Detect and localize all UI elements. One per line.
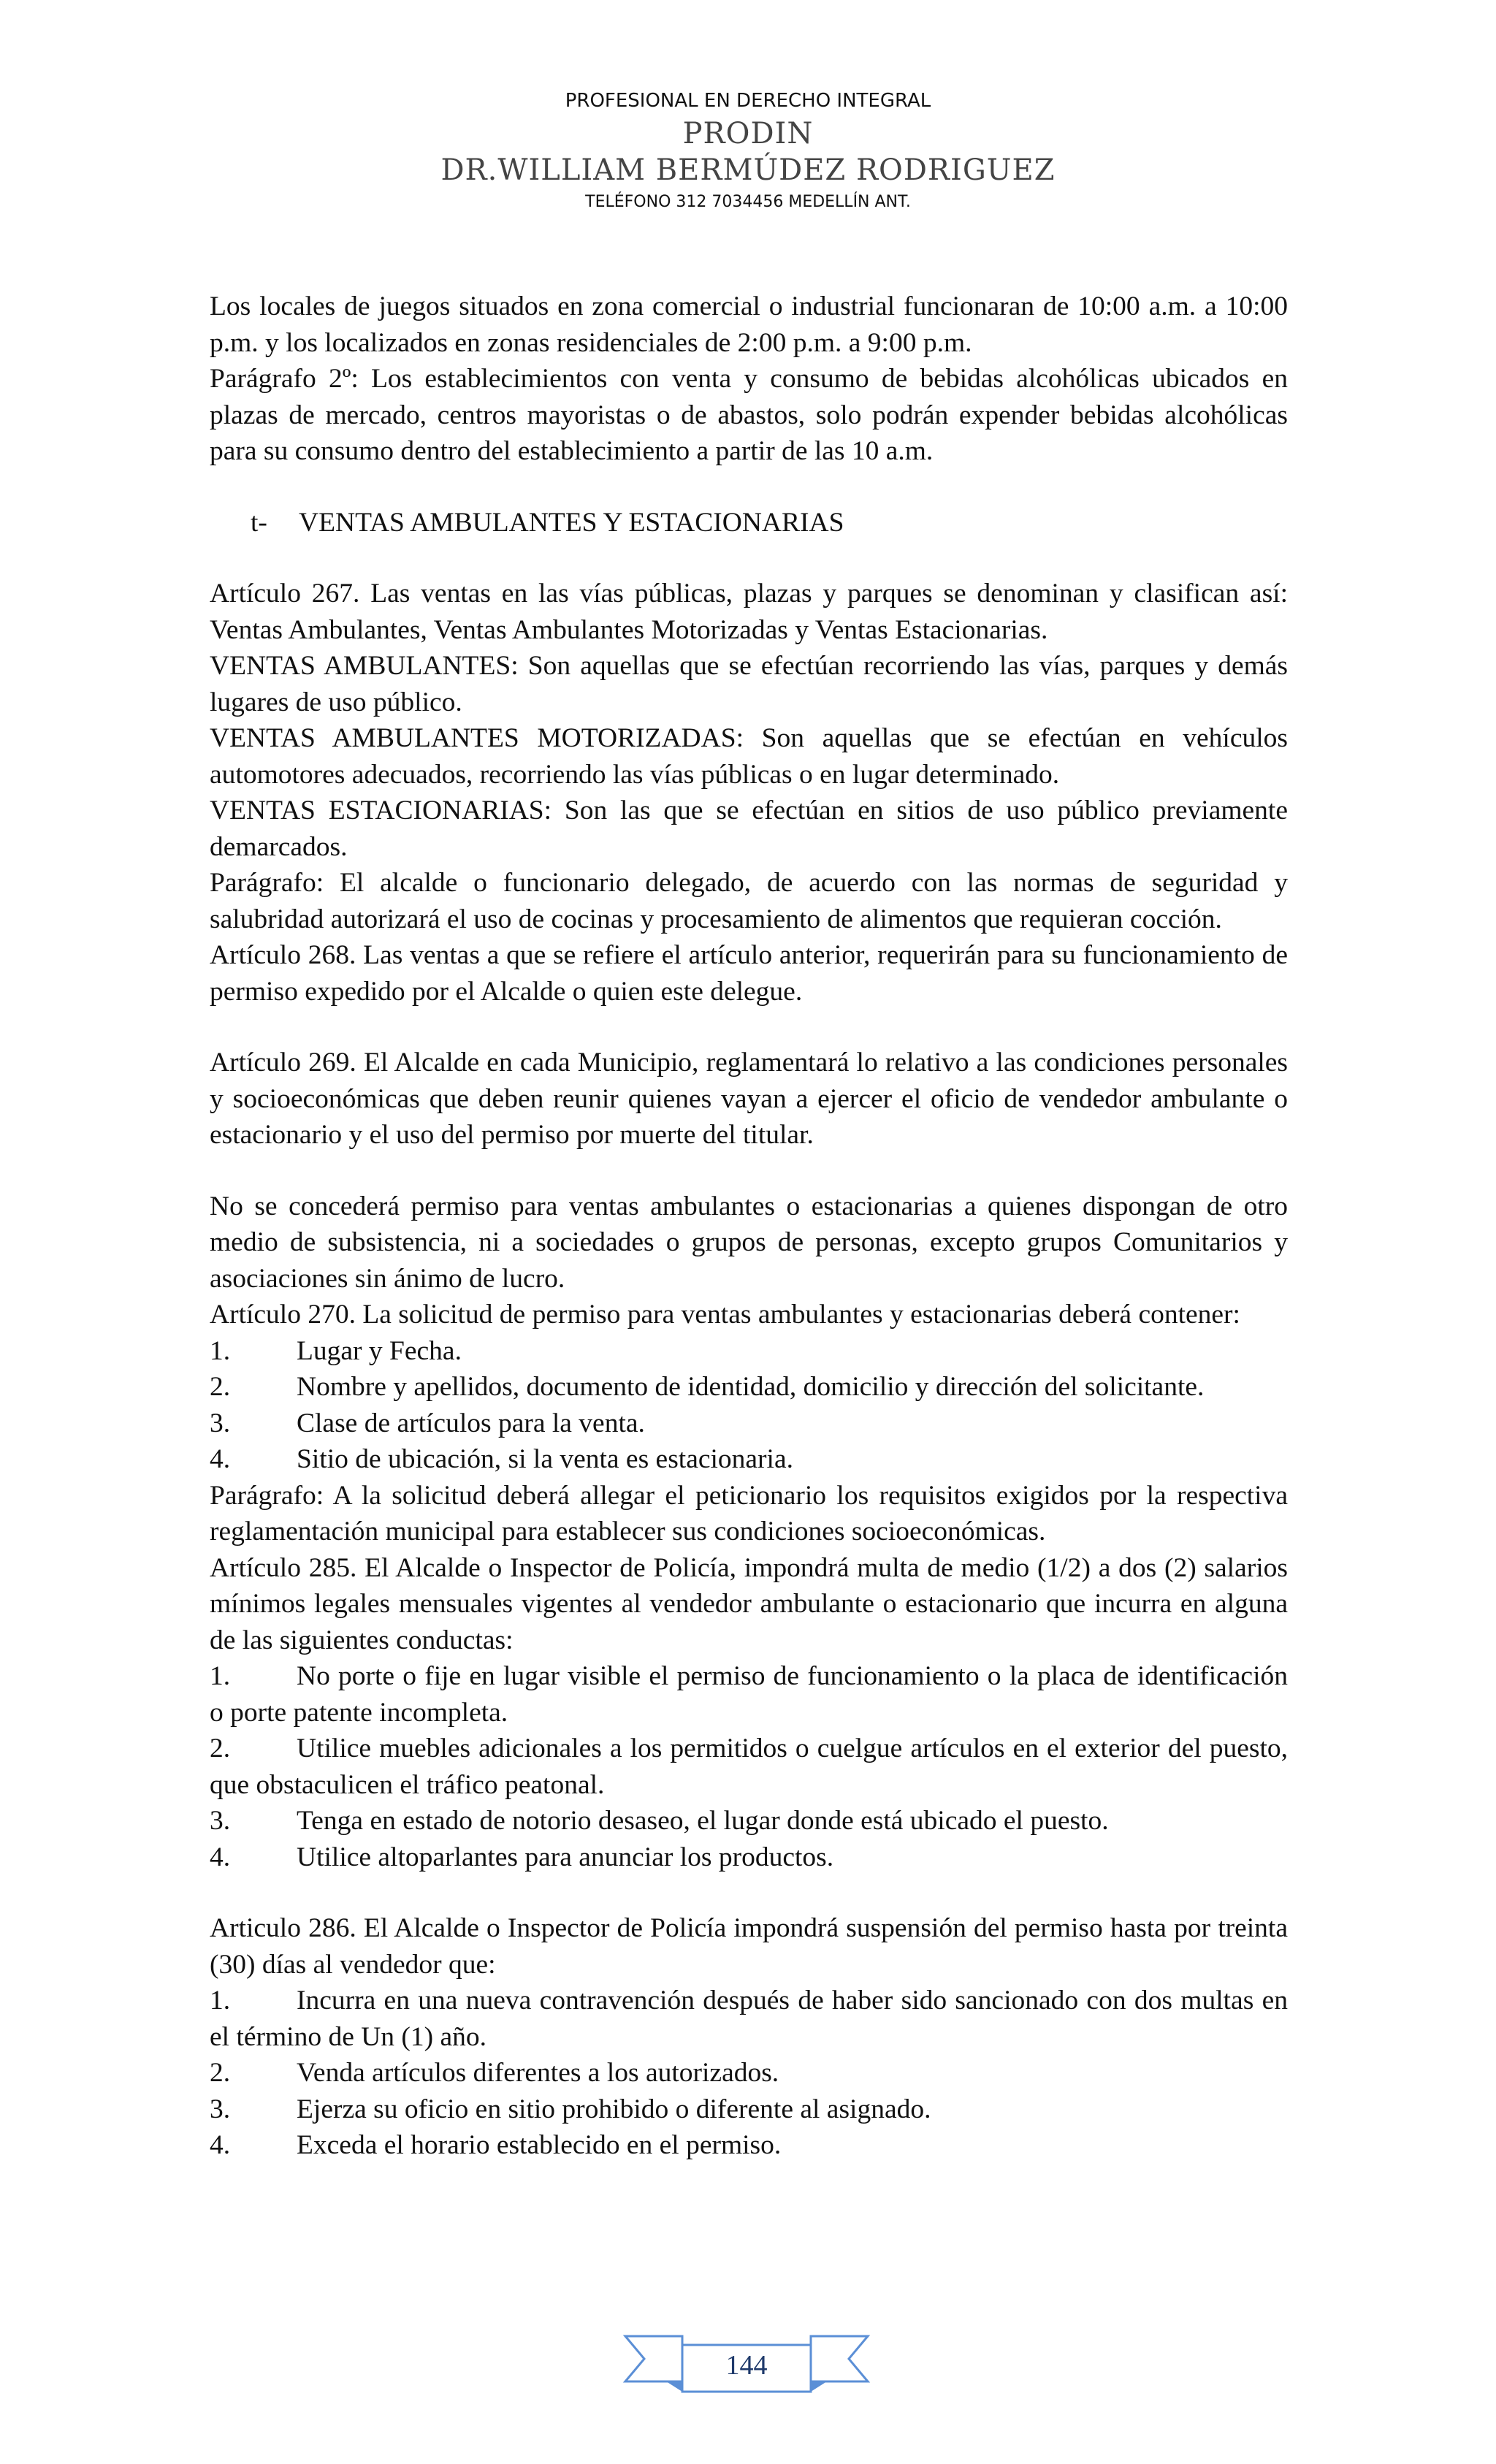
document-body	[210, 289, 1288, 2164]
section-heading	[210, 505, 1288, 541]
paragraph: Artículo 285. El Alcalde o Inspector de Policía, impondrá multa de medio (1/2) a dos (2) salarios mínimos legales mensuales vigentes al vendedor ambulante o estacionario que incurra en alguna de las siguientes conductas:	[210, 1552, 1288, 1655]
list-item	[210, 1731, 1288, 1803]
list-text: Tenga en estado de notorio desaseo, el lugar donde está ubicado el puesto.	[297, 1806, 1109, 1836]
list-text: Utilice altoparlantes para anunciar los productos.	[297, 1842, 834, 1872]
list-number: 1.	[210, 1661, 231, 1691]
list-item	[210, 1369, 1288, 1405]
list-text: Sitio de ubicación, si la venta es estacionaria.	[297, 1444, 793, 1474]
list-number: 1.	[210, 1335, 231, 1366]
list-text: Ejerza su oficio en sitio prohibido o diferente al asignado.	[297, 2094, 931, 2124]
letterhead-phone: TELÉFONO 312 7034456 MEDELLÍN ANT.	[585, 193, 911, 211]
list-text: Clase de artículos para la venta.	[297, 1408, 645, 1438]
paragraph: No se concederá permiso para ventas ambulantes o estacionarias a quienes dispongan de otro medio de subsistencia, ni a sociedades o grupos de personas, excepto grupos Comunitarios y asociaciones sin ánimo de lucro.	[210, 1191, 1288, 1294]
list-text: Exceda el horario establecido en el permiso.	[297, 2130, 782, 2160]
page-number: 144	[725, 2350, 768, 2381]
paragraph: Parágrafo: A la solicitud deberá allegar el peticionario los requisitos exigidos por la respectiva reglamentación municipal para establecer sus condiciones socioeconómicas.	[210, 1480, 1288, 1546]
list-item	[210, 1803, 1288, 1839]
list-item	[210, 2127, 1288, 2164]
paragraph: Parágrafo 2º: Los establecimientos con venta y consumo de bebidas alcohólicas ubicados en plazas de mercado, centros mayoristas o de abastos, solo podrán expender bebidas alcohólicas para su consumo dentro del establecimiento a partir de las 10 a.m.	[210, 364, 1288, 466]
list-item	[210, 1405, 1288, 1442]
list-text: Nombre y apellidos, documento de identidad, domicilio y dirección del solicitante.	[297, 1372, 1205, 1402]
list-text: No porte o fije en lugar visible el permiso de funcionamiento o la placa de identificación o porte patente incompleta.	[210, 1661, 1288, 1728]
letterhead-name: DR.WILLIAM BERMÚDEZ RODRIGUEZ	[440, 153, 1056, 187]
list-number: 4.	[210, 2130, 231, 2160]
list-number: 1.	[210, 1986, 231, 2015]
paragraph: VENTAS AMBULANTES: Son aquellas que se efectúan recorriendo las vías, parques y demás lugares de uso público.	[210, 651, 1288, 717]
list-item	[210, 2091, 1288, 2128]
list-number: 4.	[210, 1842, 231, 1872]
list-item	[210, 1658, 1288, 1731]
list-text: Incurra en una nueva contravención después de haber sido sancionado con dos multas en el término de Un (1) año.	[210, 1986, 1288, 2052]
list-item	[210, 1333, 1288, 1370]
letterhead	[0, 86, 1496, 216]
list-number: 2.	[210, 2058, 231, 2088]
paragraph: Los locales de juegos situados en zona comercial o industrial funcionaran de 10:00 a.m. a 10:00 p.m. y los localizados en zonas residenciales de 2:00 p.m. a 9:00 p.m.	[210, 291, 1288, 358]
paragraph: VENTAS ESTACIONARIAS: Son las que se efectúan en sitios de uso público previamente demarcados.	[210, 796, 1288, 862]
list-number: 3.	[210, 2094, 231, 2124]
list-item	[210, 2055, 1288, 2091]
paragraph: Articulo 286. El Alcalde o Inspector de Policía impondrá suspensión del permiso hasta por treinta (30) días al vendedor que:	[210, 1913, 1288, 1980]
page-number-ribbon	[622, 2330, 871, 2400]
paragraph: Artículo 270. La solicitud de permiso para ventas ambulantes y estacionarias deberá contener:	[210, 1300, 1240, 1330]
paragraph: Artículo 268. Las ventas a que se refiere el artículo anterior, requerirán para su funcionamiento de permiso expedido por el Alcalde o quien este delegue.	[210, 940, 1288, 1007]
list-text: Utilice muebles adicionales a los permitidos o cuelgue artículos en el exterior del puesto, que obstaculicen el tráfico peatonal.	[210, 1733, 1288, 1800]
list-number: 2.	[210, 1372, 231, 1402]
list-item	[210, 1983, 1288, 2055]
paragraph: VENTAS AMBULANTES MOTORIZADAS: Son aquellas que se efectúan en vehículos automotores adecuados, recorriendo las vías públicas o en lugar determinado.	[210, 723, 1288, 790]
letterhead-acronym: PRODIN	[682, 117, 814, 150]
paragraph: Artículo 267. Las ventas en las vías públicas, plazas y parques se denominan y clasifican así: Ventas Ambulantes, Ventas Ambulantes Motorizadas y Ventas Estacionarias.	[210, 579, 1288, 645]
list-text: Venda artículos diferentes a los autorizados.	[297, 2058, 779, 2088]
section-title: VENTAS AMBULANTES Y ESTACIONARIAS	[299, 507, 844, 538]
list-number: 4.	[210, 1444, 231, 1474]
list-number: 3.	[210, 1408, 231, 1438]
letterhead-line-1: PROFESIONAL EN DERECHO INTEGRAL	[565, 90, 931, 112]
paragraph: Artículo 269. El Alcalde en cada Municipio, reglamentará lo relativo a las condiciones personales y socioeconómicas que deben reunir quienes vayan a ejercer el oficio de vendedor ambulante o estacionario y el uso del permiso por muerte del titular.	[210, 1048, 1288, 1150]
section-marker: t-	[251, 507, 267, 538]
list-item	[210, 1441, 1288, 1478]
list-number: 3.	[210, 1806, 231, 1836]
list-text: Lugar y Fecha.	[297, 1335, 462, 1366]
list-number: 2.	[210, 1733, 231, 1763]
list-item	[210, 1839, 1288, 1876]
paragraph: Parágrafo: El alcalde o funcionario delegado, de acuerdo con las normas de seguridad y salubridad autorizará el uso de cocinas y procesamiento de alimentos que requieran cocción.	[210, 868, 1288, 934]
